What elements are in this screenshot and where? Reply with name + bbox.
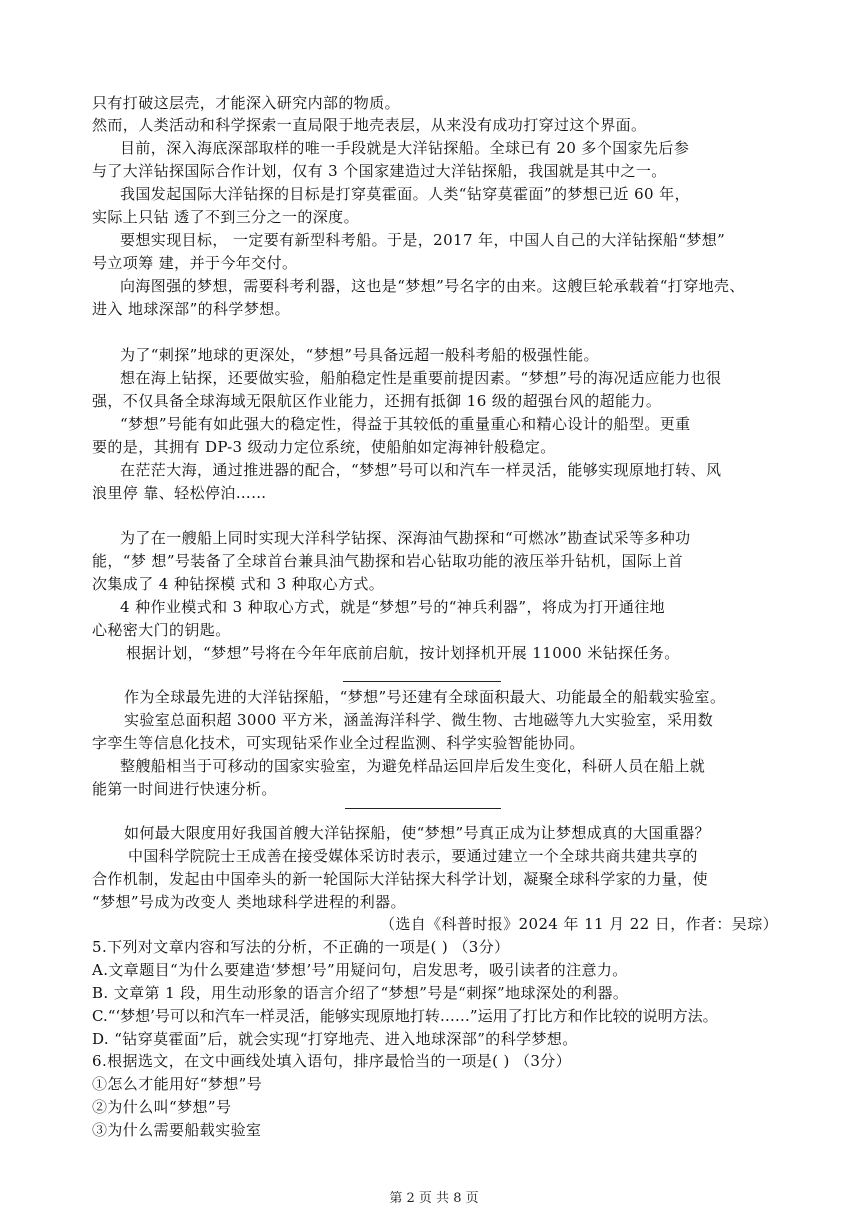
- paragraph-line: 要的是，其拥有 DP-3 级动力定位系统，使船舶如定海神针般稳定。: [92, 438, 556, 456]
- question-5-stem: 5.下列对文章内容和写法的分析，不正确的一项是( ) （3分）: [92, 938, 510, 956]
- paragraph-line: 我国发起国际大洋钻探的目标是打穿莫霍面。人类“钻穿莫霍面”的梦想已近 60 年，: [120, 185, 690, 203]
- paragraph-line: 为了“刺探”地球的更深处，“梦想”号具备远超一般科考船的极强性能。: [120, 346, 599, 364]
- paragraph-line: 为了在一艘船上同时实现大洋科学钻探、深海油气勘探和“可燃冰”勘查试采等多种功: [120, 529, 691, 547]
- paragraph-line: 实验室总面积超 3000 平方米，涵盖海洋科学、微生物、古地磁等九大实验室，采用数: [124, 711, 714, 729]
- paragraph-line: 进入 地球深部”的科学梦想。: [92, 300, 291, 318]
- paragraph-line: 想在海上钻探，还要做实验，船舶稳定性是重要前提因素。“梦想”号的海况适应能力也很: [120, 369, 722, 387]
- question-6-stem: 6.根据选文，在文中画线处填入语句，排序最恰当的一项是( ) （3分）: [92, 1052, 572, 1070]
- question-6-option-3: ③为什么需要船载实验室: [92, 1121, 262, 1139]
- paragraph-line: 要想实现目标， 一定要有新型科考船。于是，2017 年，中国人自己的大洋钻探船“梦想”: [120, 231, 726, 249]
- paragraph-line: “梦想”号成为改变人 类地球科学进程的利器。: [92, 893, 406, 911]
- paragraph-line: 与了大洋钻探国际合作计划，仅有 3 个国家建造过大洋钻探船，我国就是其中之一。: [92, 162, 667, 180]
- paragraph-line: 4 种作业模式和 3 种取心方式，就是“梦想”号的“神兵利器”，将成为打开通往地: [120, 598, 666, 616]
- paragraph-line: 如何最大限度用好我国首艘大洋钻探船，使“梦想”号真正成为让梦想成真的大国重器？: [124, 824, 710, 842]
- paragraph-line: 字孪生等信息化技术，可实现钻采作业全过程监测、科学实验智能协同。: [92, 734, 585, 752]
- paragraph-line: 目前，深入海底深部取样的唯一手段就是大洋钻探船。全球已有 20 多个国家先后参: [120, 139, 690, 157]
- blank-line: [345, 808, 501, 809]
- paragraph-line: 整艘船相当于可移动的国家实验室，为避免样品运回岸后发生变化，科研人员在船上就: [120, 757, 706, 775]
- paragraph-line: 能第一时间进行快速分析。: [92, 780, 277, 798]
- paragraph-line: 然而，人类活动和科学探索一直局限于地壳表层，从来没有成功打穿过这个界面。: [92, 116, 647, 134]
- paragraph-line: 能，“梦 想”号装备了全球首台兼具油气勘探和岩心钻取功能的液压举升钻机，国际上首: [92, 552, 684, 570]
- blank-line: [343, 681, 501, 682]
- paragraph-line: 实际上只钻 透了不到三分之一的深度。: [92, 208, 359, 226]
- paragraph-line: 只有打破这层壳，才能深入研究内部的物质。: [92, 94, 401, 112]
- paragraph-line: 浪里停 靠、轻松停泊……: [92, 484, 267, 502]
- paragraph-line: 次集成了 4 种钻探模 式和 3 种取心方式。: [92, 575, 385, 593]
- question-5-option-a: A.文章题目“为什么要建造‘梦想’号”用疑问句，启发思考，吸引读者的注意力。: [92, 961, 628, 979]
- paragraph-line: “梦想”号能有如此强大的稳定性，得益于其较低的重量重心和精心设计的船型。更重: [120, 415, 691, 433]
- question-6-option-1: ①怎么才能用好“梦想”号: [92, 1075, 263, 1093]
- paragraph-line: 作为全球最先进的大洋钻探船，“梦想”号还建有全球面积最大、功能最全的船载实验室。: [124, 688, 726, 706]
- paragraph-line: 根据计划，“梦想”号将在今年年底前启航，按计划择机开展 11000 米钻探任务。: [126, 644, 680, 662]
- paragraph-line: 在茫茫大海，通过推进器的配合，“梦想”号可以和汽车一样灵活，能够实现原地打转、风: [120, 461, 722, 479]
- question-5-option-b: B. 文章第 1 段，用生动形象的语言介绍了“梦想”号是“刺探”地球深处的利器。: [92, 984, 629, 1002]
- question-6-option-2: ②为什么叫“梦想”号: [92, 1098, 232, 1116]
- paragraph-line: 心秘密大门的钥匙。: [92, 621, 231, 639]
- question-5-option-c: C.“‘梦想’号可以和汽车一样灵活，能够实现原地打转……”运用了打比方和作比较的说明方法。: [92, 1007, 718, 1025]
- source-citation: （选自《科普时报》2024 年 11 月 22 日，作者：吴琮）: [380, 915, 778, 933]
- question-5-option-d: D. “钻穿莫霍面”后，就会实现“打穿地壳、进入地球深部”的科学梦想。: [92, 1030, 578, 1048]
- paragraph-line: 合作机制，发起由中国牵头的新一轮国际大洋钻探大科学计划，凝聚全球科学家的力量，使: [92, 870, 709, 888]
- page-footer: 第 2 页 共 8 页: [389, 1191, 479, 1206]
- paragraph-line: 向海图强的梦想，需要科考利器，这也是“梦想”号名字的由来。这艘巨轮承载着“打穿地壳、: [120, 277, 745, 295]
- paragraph-line: 强，不仅具备全球海域无限航区作业能力，还拥有抵御 16 级的超强台风的超能力。: [92, 392, 662, 410]
- paragraph-line: 中国科学院院士王成善在接受媒体采访时表示，要通过建立一个全球共商共建共享的: [128, 847, 698, 865]
- paragraph-line: 号立项筹 建，并于今年交付。: [92, 254, 298, 272]
